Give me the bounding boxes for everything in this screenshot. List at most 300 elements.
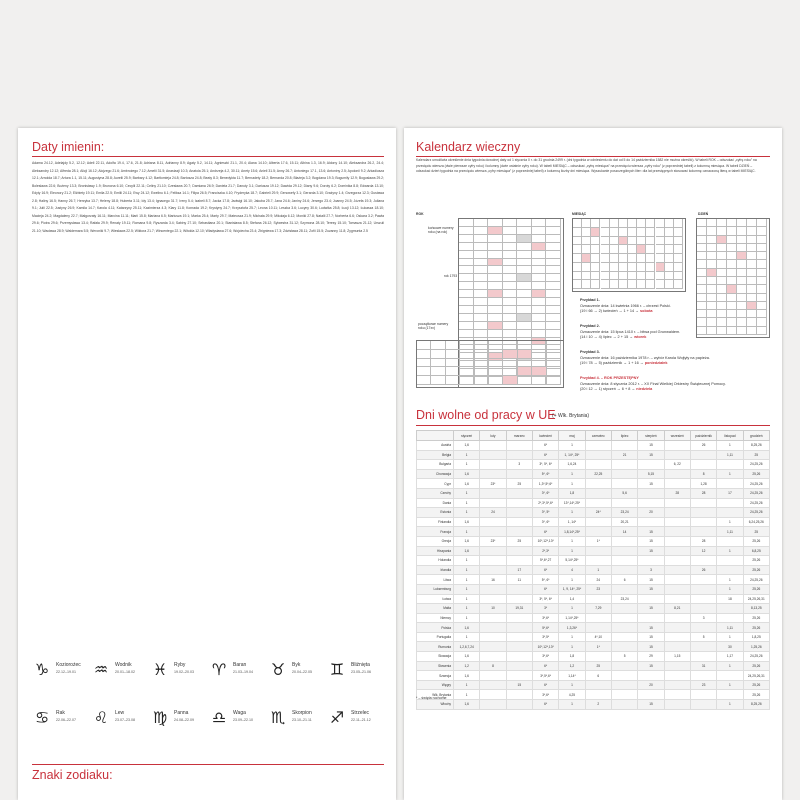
- pisces-icon: ♓: [152, 660, 168, 679]
- holiday-cell: 25: [743, 527, 769, 537]
- grid-cell: [546, 235, 561, 243]
- holiday-cell: 25,26: [743, 613, 769, 623]
- aquarius-icon: ♒: [93, 660, 109, 679]
- holiday-cell: 3*, 5*, 6*: [532, 594, 558, 604]
- holiday-cell: [611, 498, 637, 508]
- grid-cell: [474, 259, 489, 267]
- month-header: lipiec: [611, 431, 637, 441]
- grid-cell: [431, 341, 445, 350]
- table-row: [417, 479, 770, 489]
- grid-cell: [747, 227, 757, 235]
- country-cell: Estonia: [417, 508, 454, 518]
- grid-cell: [619, 245, 628, 254]
- table-row: [417, 441, 770, 451]
- table-row: [417, 469, 770, 479]
- country-cell: Belgia: [417, 450, 454, 460]
- holiday-cell: 1,6: [454, 652, 480, 662]
- holiday-cell: [717, 508, 743, 518]
- grid-cell: [637, 245, 646, 254]
- grid-cell: [646, 280, 655, 289]
- holiday-cell: 1,6: [454, 517, 480, 527]
- grid-cell: [532, 298, 547, 306]
- table-row: [417, 450, 770, 460]
- country-cell: Cypr: [417, 479, 454, 489]
- grid-cell: [573, 228, 582, 237]
- grid-cell: [610, 280, 619, 289]
- grid-cell: [532, 330, 547, 338]
- grid-cell: [619, 254, 628, 263]
- grid-cell: [601, 280, 610, 289]
- zodiac-dates: 20.01–18.02: [115, 670, 135, 674]
- holiday-cell: [480, 594, 506, 604]
- grid-cell: [546, 306, 561, 314]
- holiday-cell: 1,6: [454, 546, 480, 556]
- grid-cell: [517, 298, 532, 306]
- holiday-cell: [690, 527, 716, 537]
- grid-cell: [532, 259, 547, 267]
- holiday-cell: 8,25,26: [743, 700, 769, 710]
- examples: [572, 298, 772, 418]
- holiday-cell: [611, 671, 637, 681]
- grid-cell: [546, 290, 561, 298]
- holiday-cell: [690, 517, 716, 527]
- grid-cell: [517, 314, 532, 322]
- grid-cell: [546, 243, 561, 251]
- grid-cell: [503, 274, 518, 282]
- grid-cell: [517, 266, 532, 274]
- dzien-label: DZIEŃ: [698, 212, 709, 216]
- holiday-cell: [717, 671, 743, 681]
- table-row: [417, 575, 770, 585]
- holiday-cell: 25: [506, 536, 532, 546]
- grid-cell: [488, 251, 503, 259]
- month-header: maj: [559, 431, 585, 441]
- grid-cell: [628, 263, 637, 272]
- country-cell: Polska: [417, 623, 454, 633]
- grid-cell: [707, 252, 717, 260]
- holiday-cell: 1,6: [454, 469, 480, 479]
- holiday-cell: 4: [559, 565, 585, 575]
- grid-cell: [646, 272, 655, 281]
- holiday-cell: [638, 498, 664, 508]
- holiday-cell: 3*,6*: [532, 652, 558, 662]
- grid-cell: [431, 350, 445, 359]
- holiday-cell: 1,6: [454, 441, 480, 451]
- grid-cell: [488, 330, 503, 338]
- title-rule: [32, 156, 384, 157]
- holiday-cell: 25: [743, 450, 769, 460]
- grid-cell: [459, 330, 474, 338]
- cancer-icon: ♋: [34, 708, 50, 727]
- holiday-cell: [638, 556, 664, 566]
- holiday-cell: [664, 623, 690, 633]
- country-cell: Irlandia: [417, 565, 454, 575]
- holiday-cell: 24: [585, 575, 611, 585]
- grid-cell: [646, 219, 655, 228]
- holiday-cell: 1: [559, 700, 585, 710]
- holiday-cell: 15: [638, 441, 664, 451]
- country-cell: Szwecja: [417, 671, 454, 681]
- grid-cell: [601, 263, 610, 272]
- grid-cell: [619, 228, 628, 237]
- holiday-cell: 25,26: [743, 661, 769, 671]
- grid-cell: [503, 282, 518, 290]
- holiday-cell: [717, 460, 743, 470]
- holiday-cell: 23: [690, 680, 716, 690]
- grid-cell: [757, 285, 767, 293]
- holiday-cell: [506, 508, 532, 518]
- grid-cell: [637, 228, 646, 237]
- grid-cell: [503, 350, 517, 359]
- calendar-title: Kalendarz wieczny: [416, 140, 521, 154]
- holiday-cell: [480, 690, 506, 700]
- example-2: [580, 324, 770, 341]
- holiday-cell: 6*: [532, 661, 558, 671]
- holiday-cell: 23*: [480, 536, 506, 546]
- grid-cell: [697, 269, 707, 277]
- holiday-cell: 28: [690, 536, 716, 546]
- holiday-cell: 1: [454, 460, 480, 470]
- sagittarius-icon: ♐: [329, 708, 345, 727]
- grid-cell: [573, 237, 582, 246]
- grid-cell: [532, 314, 547, 322]
- eu-holidays-subtitle: (+ Wlk. Brytania): [552, 413, 590, 419]
- grid-cell: [757, 219, 767, 227]
- table-row: [417, 632, 770, 642]
- grid-cell: [591, 272, 600, 281]
- grid-cell: [757, 227, 767, 235]
- holiday-cell: [585, 488, 611, 498]
- holiday-cell: 15: [638, 546, 664, 556]
- holiday-cell: 28: [690, 488, 716, 498]
- grid-cell: [532, 266, 547, 274]
- holiday-cell: 15: [638, 604, 664, 614]
- table-row: [417, 556, 770, 566]
- holiday-cell: [611, 642, 637, 652]
- grid-cell: [546, 274, 561, 282]
- holiday-cell: 8,13,25: [743, 604, 769, 614]
- grid-cell: [474, 227, 489, 235]
- grid-cell: [503, 235, 518, 243]
- holiday-cell: [638, 690, 664, 700]
- grid-cell: [757, 252, 767, 260]
- holiday-cell: 1,2: [454, 661, 480, 671]
- grid-cell: [474, 274, 489, 282]
- table-row: [417, 498, 770, 508]
- holiday-cell: [506, 469, 532, 479]
- grid-cell: [517, 282, 532, 290]
- holiday-cell: [664, 661, 690, 671]
- grid-cell: [619, 272, 628, 281]
- example-day: poniedziałek: [644, 361, 668, 365]
- grid-cell: [503, 322, 518, 330]
- grid-cell: [591, 254, 600, 263]
- holiday-cell: [664, 508, 690, 518]
- holiday-cell: 1,25,26: [743, 642, 769, 652]
- grid-cell: [518, 350, 532, 359]
- holiday-cell: [690, 604, 716, 614]
- holiday-cell: [480, 517, 506, 527]
- grid-cell: [474, 282, 489, 290]
- grid-cell: [459, 314, 474, 322]
- holiday-cell: 18: [717, 594, 743, 604]
- grid-cell: [582, 254, 591, 263]
- zodiac-name: Panna: [174, 710, 189, 716]
- grid-cell: [646, 254, 655, 263]
- grid-cell: [656, 237, 665, 246]
- grid-cell: [674, 272, 683, 281]
- month-header: kwiecień: [532, 431, 558, 441]
- country-cell: Wlk. Brytania: [417, 690, 454, 700]
- holiday-cell: 5*, 6*: [532, 469, 558, 479]
- holiday-cell: 4,25: [559, 690, 585, 700]
- grid-cell: [665, 219, 674, 228]
- holiday-cell: [506, 527, 532, 537]
- holiday-cell: 25,26: [743, 584, 769, 594]
- holiday-cell: [638, 613, 664, 623]
- holiday-cell: 8: [480, 661, 506, 671]
- grid-cell: [757, 236, 767, 244]
- grid-cell: [446, 359, 460, 368]
- grid-cell: [656, 228, 665, 237]
- grid-cell: [503, 298, 518, 306]
- holiday-cell: [638, 517, 664, 527]
- left-page: [18, 128, 396, 800]
- holiday-cell: 1,6: [454, 700, 480, 710]
- grid-cell: [582, 219, 591, 228]
- grid-cell: [532, 376, 546, 385]
- grid-cell: [747, 252, 757, 260]
- holiday-cell: [664, 450, 690, 460]
- grid-cell: [431, 367, 445, 376]
- grid-cell: [446, 367, 460, 376]
- holiday-cell: [690, 700, 716, 710]
- holiday-cell: [611, 556, 637, 566]
- grid-cell: [628, 228, 637, 237]
- holiday-cell: 6,24,25,26: [743, 517, 769, 527]
- holiday-cell: 20: [638, 508, 664, 518]
- holiday-cell: 1: [454, 565, 480, 575]
- holiday-cell: 6: [611, 575, 637, 585]
- holiday-cell: 1,15: [664, 652, 690, 662]
- holiday-cell: [480, 680, 506, 690]
- grid-cell: [757, 260, 767, 268]
- holiday-cell: 17: [717, 488, 743, 498]
- holiday-cell: [585, 450, 611, 460]
- holiday-cell: 11: [506, 575, 532, 585]
- table-row: [417, 604, 770, 614]
- holiday-cell: [506, 652, 532, 662]
- holiday-cell: 1,28: [690, 479, 716, 489]
- grid-cell: [637, 272, 646, 281]
- grid-cell: [532, 219, 547, 227]
- grid-cell: [707, 269, 717, 277]
- grid-cell: [503, 251, 518, 259]
- holiday-cell: [690, 508, 716, 518]
- grid-cell: [489, 341, 503, 350]
- example-3: [580, 350, 770, 367]
- holiday-cell: [690, 460, 716, 470]
- grid-cell: [601, 228, 610, 237]
- grid-cell: [475, 359, 489, 368]
- eu-holidays-title: Dni wolne od pracy w UE: [416, 408, 556, 422]
- country-cell: Portugalia: [417, 632, 454, 642]
- holiday-cell: 1,6: [454, 479, 480, 489]
- grid-cell: [610, 237, 619, 246]
- grid-cell: [707, 236, 717, 244]
- holiday-cell: [480, 671, 506, 681]
- holiday-cell: [506, 671, 532, 681]
- zodiac-dates: 22.11–21.12: [351, 718, 371, 722]
- table-row: [417, 527, 770, 537]
- grid-cell: [517, 274, 532, 282]
- name-days-text: Adama 24.12, Adelajdy 5.2, 12.12; Adeli 22.11, Adolfa 19.4, 17.6, 21.8; Adriana 8.11, Adrianny 8.9; Agaty 5.2, 14.11; Agnieszki 21.1, 20.4; Alana 14.10; Alberta 17.6, 15.11; Albina 1.3, 16.9; Aldony 14.10; Aleksandra 26.2, 24.4; Aleksandry 12.12; Alfreda 28.1; Alicji 16.12; Alojzego 21.6; Ambrożego 7.12; Amelii 31.5; Anastazji 10.3; Anatola 25.1; Andrzeja 4.2, 30.11; Anety 15.6; Anieli 31.5; Anny 26.7; Antoniego 17.1, 13.6; Antoniny 2.5; Apolonii 9.2; Arkadiusza 12.1; Arnolda 18.7; Artura 1.1, 15.11; Augustyna 28.8; Aurelii 25.9; Barbary 4.12; Bartłomieja 24.8; Bartosza 24.8; Beaty 8.3; Benedykta 11.7; Bernadety 18.2; Bernarda 20.8; Błażeja 3.2; Bogdana 19.3; Bogumiły 12.9; Bogusława 29.2; Bolesława 22.6; Bożeny 13.3; Bronisławy 1.9; Brunona 6.10; Cecylii 22.11; Celiny 21.10; Czesława 20.7; Damiana 26.9; Daniela 21.7; Danuty 3.1; Dariusza 19.12; Dawida 29.12; Diany 9.6; Doroty 6.2; Dominika 8.8; Edwarda 13.10; Edyty 16.9; Eleonory 21.2; Elżbiety 19.11; Emila 22.5; Emilii 24.11; Ewy 24.12; Ewelinu 6.1; Feliksa 14.1; Filipa 26.5; Franciszka 4.10; Fryderyka 18.7; Gabrieli 29.9; Genowefy 3.1; Gerarda 3.10; Grażyny 1.4; Grzegorza 12.3; Gustawa 2.8; Haliny 16.5; Hanny 26.7; Henryka 13.7; Heleny 18.8; Huberta 3.11; Idy 13.4; Ignacego 31.7; Ireny 5.4; Izabeli 8.7; Jacka 17.8; Jadwigi 16.10; Jakuba 25.7; Jana 24.6; Janiny 24.6; Jerzego 23.4; Joanny 24.5; Józefa 19.3; Juliana 9.1; Julii 22.5; Justyny 26.9; Kamila 14.7; Karola 4.11; Katarzyny 25.11; Kazimierza 4.3; Klary 11.8; Konrada 19.2; Krystyny 24.7; Krzysztofa 25.7; Leona 10.11; Leszka 3.6; Lucyny 30.6; Ludwika 25.8; Łucji 13.12; Łukasza 18.10; Macieja 24.2; Magdaleny 22.7; Małgorzaty 16.11; Marcina 11.11; Marii 15.8; Mariana 6.5; Mariusza 19.1; Marka 25.4; Marty 29.7; Mateusza 21.9; Michała 29.9; Mikołaja 6.12; Moniki 27.8; Natalii 27.7; Norberta 6.6; Oskara 3.2; Pawła 29.6; Piotra 29.6; Przemysława 13.4; Rafała 29.9; Renaty 19.11; Romana 9.8; Ryszarda 3.4; Sabiny 27.10; Sebastiana 20.1; Stanisława 8.5; Stefana 26.12; Sylwestra 31.12; Szymona 28.10; Teresy 15.10; Tomasza 21.12; Urszuli 21.10; Wacława 28.9; Waldemara 5.5; Weroniki 9.7; Wiesława 22.5; Wiktora 21.7; Wincentego 22.1; Witolda 12.10; Władysława 27.6; Wojciecha 23.4; Zbigniewa 17.3; Zdzisława 28.11; Zofii 15.5; Zuzanny 11.8; Zygmunta 2.5: [32, 161, 384, 233]
- holiday-cell: 20: [638, 680, 664, 690]
- grid-cell: [591, 245, 600, 254]
- rok-poczatkowe-label: początkowe numery roku (17xx): [418, 322, 449, 330]
- holiday-cell: 1: [454, 594, 480, 604]
- grid-cell: [459, 219, 474, 227]
- grid-cell: [546, 330, 561, 338]
- holiday-cell: [690, 450, 716, 460]
- holiday-cell: [690, 575, 716, 585]
- grid-cell: [591, 263, 600, 272]
- holiday-cell: 15: [638, 623, 664, 633]
- country-cell: Czechy: [417, 488, 454, 498]
- holiday-cell: 26: [690, 565, 716, 575]
- holiday-cell: [638, 488, 664, 498]
- grid-cell: [546, 251, 561, 259]
- holiday-cell: 1*: [585, 642, 611, 652]
- holiday-cell: [480, 498, 506, 508]
- grid-cell: [446, 376, 460, 385]
- holiday-cell: 23: [585, 584, 611, 594]
- holiday-cell: 1,2,6,7,24: [454, 642, 480, 652]
- grid-cell: [674, 254, 683, 263]
- holiday-cell: [480, 623, 506, 633]
- grid-cell: [431, 376, 445, 385]
- miesiac-label: MIESIĄC: [572, 212, 587, 216]
- grid-cell: [573, 254, 582, 263]
- grid-cell: [697, 277, 707, 285]
- holiday-cell: 15: [638, 450, 664, 460]
- grid-cell: [517, 219, 532, 227]
- country-cell: Bułgaria: [417, 460, 454, 470]
- grid-cell: [737, 244, 747, 252]
- grid-cell: [717, 269, 727, 277]
- grid-cell: [637, 263, 646, 272]
- holiday-cell: [480, 527, 506, 537]
- example-day: wtorek: [634, 335, 647, 339]
- holiday-cell: 1: [559, 469, 585, 479]
- holiday-cell: 25: [506, 479, 532, 489]
- holiday-cell: [585, 441, 611, 451]
- table-row: [417, 671, 770, 681]
- grid-cell: [610, 228, 619, 237]
- holiday-cell: [690, 623, 716, 633]
- holiday-cell: 19,31: [506, 604, 532, 614]
- leo-icon: ♌: [93, 708, 109, 727]
- example-result: (20 i 12 → 1) styczeń → 6 + 8 → niedziela: [580, 387, 653, 391]
- holiday-cell: [664, 536, 690, 546]
- holiday-cell: 3: [690, 613, 716, 623]
- example-result: (14 i 10 → 4) lipiec → 2 + 15 → wtorek: [580, 335, 647, 339]
- holiday-cell: 24: [480, 508, 506, 518]
- holiday-cell: 24*: [585, 508, 611, 518]
- grid-cell: [737, 269, 747, 277]
- holiday-cell: 1: [454, 604, 480, 614]
- zodiac-name: Bliźnięta: [351, 662, 370, 668]
- holiday-cell: [611, 460, 637, 470]
- holiday-cell: 1: [717, 661, 743, 671]
- holiday-cell: 24,25,26: [743, 498, 769, 508]
- holiday-cell: [664, 575, 690, 585]
- rok-1793-label: rok 1793: [444, 274, 458, 278]
- holiday-cell: 1: [559, 632, 585, 642]
- holiday-cell: [585, 546, 611, 556]
- scorpio-icon: ♏: [270, 708, 286, 727]
- holiday-cell: 8: [690, 469, 716, 479]
- table-row: [417, 623, 770, 633]
- holiday-cell: 5,14*,25*: [559, 556, 585, 566]
- holiday-cell: [585, 680, 611, 690]
- grid-cell: [582, 280, 591, 289]
- holiday-cell: [611, 661, 637, 671]
- holiday-cell: 29: [638, 652, 664, 662]
- grid-cell: [546, 259, 561, 267]
- grid-cell: [488, 243, 503, 251]
- grid-cell: [474, 290, 489, 298]
- grid-cell: [546, 314, 561, 322]
- holiday-cell: 1,11: [717, 450, 743, 460]
- grid-cell: [717, 277, 727, 285]
- table-row: [417, 517, 770, 527]
- holiday-cell: [611, 604, 637, 614]
- zodiac-sagittarius: [327, 708, 415, 742]
- grid-cell: [459, 266, 474, 274]
- holiday-cell: [717, 565, 743, 575]
- grid-cell: [737, 285, 747, 293]
- holiday-cell: 1: [454, 690, 480, 700]
- holiday-cell: 15: [638, 536, 664, 546]
- grid-cell: [532, 243, 547, 251]
- holiday-cell: [611, 623, 637, 633]
- holiday-cell: 1: [454, 450, 480, 460]
- grid-cell: [737, 277, 747, 285]
- country-cell: Niemcy: [417, 613, 454, 623]
- grid-cell: [582, 228, 591, 237]
- grid-cell: [697, 236, 707, 244]
- country-cell: Włochy: [417, 700, 454, 710]
- grid-cell: [697, 244, 707, 252]
- eu-footnote: * – święta ruchome: [416, 696, 447, 700]
- grid-cell: [431, 359, 445, 368]
- holiday-cell: [717, 498, 743, 508]
- holiday-cell: 24,25,26: [743, 488, 769, 498]
- grid-cell: [656, 263, 665, 272]
- grid-cell: [582, 263, 591, 272]
- table-row: [417, 565, 770, 575]
- grid-cell: [547, 367, 561, 376]
- grid-cell: [503, 314, 518, 322]
- holiday-cell: 6*: [532, 680, 558, 690]
- holiday-cell: [664, 546, 690, 556]
- holiday-cell: [611, 613, 637, 623]
- eu-holidays-table: [416, 430, 770, 710]
- grid-cell: [532, 367, 546, 376]
- holiday-cell: 25,26: [743, 680, 769, 690]
- grid-cell: [619, 263, 628, 272]
